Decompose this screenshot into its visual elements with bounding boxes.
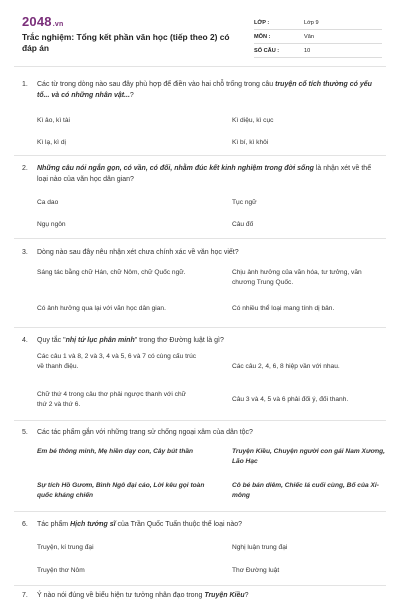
question-text: 6. Tác phẩm Hịch tướng sĩ của Trần Quốc Tuấn thuộc thể loại nào? bbox=[22, 520, 378, 531]
question-number: 5. bbox=[22, 429, 28, 436]
meta-row-subject bbox=[254, 30, 382, 44]
meta-label: SỐ CÂU : bbox=[254, 48, 280, 54]
option-c[interactable]: Chữ thứ 4 trong câu thơ phải ngược thanh với chữ thứ 2 và thứ 6. bbox=[37, 391, 187, 408]
question-7 bbox=[22, 591, 378, 600]
question-text: 2. Những câu nói ngắn gọn, có vần, có đối, nhằm đúc kết kinh nghiệm trong đời sống là nhận xét về thể loại nào của văn học dân gian? bbox=[22, 165, 372, 183]
question-text: 7. Ý nào nói đúng về biểu hiện tư tưởng nhân đạo trong Truyện Kiều? bbox=[22, 591, 378, 600]
options bbox=[37, 447, 385, 511]
option-b[interactable]: Các câu 2, 4, 6, 8 hiệp vần với nhau. bbox=[232, 363, 340, 370]
document-header bbox=[22, 14, 382, 62]
question-number: 7. bbox=[22, 592, 28, 599]
question-text: 5. Các tác phẩm gắn với những trang sử chống ngoại xâm của dân tộc? bbox=[22, 428, 378, 439]
question-text: 3. Dòng nào sau đây nêu nhận xét chưa chính xác về văn học viết? bbox=[22, 248, 378, 259]
options bbox=[37, 198, 382, 228]
meta-row-count bbox=[254, 44, 382, 58]
question-5 bbox=[22, 428, 385, 499]
question-text: 1. Các từ trong dòng nào sau đây phù hợp để điền vào hai chỗ trống trong câu truyện cổ tích thường có yếu tố... và có những nhân vật...? bbox=[22, 81, 372, 99]
question-number: 3. bbox=[22, 249, 28, 256]
divider bbox=[14, 585, 386, 586]
option-d[interactable]: Thơ Đường luật bbox=[232, 567, 280, 574]
option-c[interactable]: Truyện thơ Nôm bbox=[37, 567, 85, 574]
option-d[interactable]: Cô bé bán diêm, Chiếc lá cuối cùng, Bố của Xi-mông bbox=[232, 482, 379, 499]
meta-value: Văn bbox=[304, 34, 314, 40]
option-d[interactable]: Câu 3 và 4, 5 và 6 phải đối ý, đối thanh. bbox=[232, 396, 349, 403]
options bbox=[37, 116, 382, 146]
meta-value: 10 bbox=[304, 48, 311, 54]
options bbox=[37, 352, 382, 426]
divider bbox=[14, 420, 386, 421]
option-a[interactable]: Sáng tác bằng chữ Hán, chữ Nôm, chữ Quốc ngữ. bbox=[37, 269, 186, 276]
question-text: 4. Quy tắc "nhị tứ lục phân minh" trong thơ Đường luật là gì? bbox=[22, 336, 378, 347]
divider bbox=[14, 511, 386, 512]
option-d[interactable]: Câu đố bbox=[232, 221, 254, 228]
question-number: 2. bbox=[22, 165, 28, 172]
question-3 bbox=[22, 248, 378, 312]
divider bbox=[14, 155, 386, 156]
option-a[interactable]: Kì ảo, kì tài bbox=[37, 117, 70, 124]
meta-value: Lớp 9 bbox=[304, 20, 319, 26]
document-meta bbox=[254, 16, 382, 58]
question-number: 6. bbox=[22, 521, 28, 528]
option-d[interactable]: Có nhiều thể loại mang tính dị bản. bbox=[232, 305, 335, 312]
option-c[interactable]: Kì lạ, kì dị bbox=[37, 139, 66, 146]
options bbox=[37, 543, 382, 577]
option-b[interactable]: Nghị luận trung đại bbox=[232, 544, 288, 551]
question-4 bbox=[22, 336, 378, 408]
meta-label: LỚP : bbox=[254, 20, 270, 26]
question-number: 1. bbox=[22, 81, 28, 88]
divider bbox=[14, 327, 386, 328]
meta-row-class bbox=[254, 16, 382, 30]
option-a[interactable]: Truyện, kí trung đại bbox=[37, 544, 94, 551]
option-c[interactable]: Ngụ ngôn bbox=[37, 221, 66, 228]
document-title: Trắc nghiệm: Tổng kết phần văn học (tiếp theo 2) có đáp án bbox=[22, 32, 230, 53]
option-a[interactable]: Các câu 1 và 8, 2 và 3, 4 và 5, 6 và 7 có cùng cấu trúc về thanh điệu. bbox=[37, 353, 197, 370]
divider bbox=[14, 66, 386, 67]
option-b[interactable]: Truyện Kiều, Chuyện người con gái Nam Xương, Lão Hạc bbox=[232, 448, 385, 465]
option-c[interactable]: Sự tích Hồ Gươm, Bình Ngô đại cáo, Lời kêu gọi toàn quốc kháng chiến bbox=[37, 482, 205, 499]
option-b[interactable]: Chịu ảnh hưởng của văn hóa, tư tưởng, văn chương Trung Quốc. bbox=[232, 269, 362, 286]
meta-label: MÔN : bbox=[254, 34, 271, 40]
question-1 bbox=[22, 80, 378, 146]
options bbox=[37, 268, 382, 332]
question-2 bbox=[22, 164, 378, 228]
option-a[interactable]: Ca dao bbox=[37, 199, 59, 206]
divider bbox=[14, 238, 386, 239]
question-6 bbox=[22, 520, 378, 574]
option-b[interactable]: Tục ngữ bbox=[232, 199, 257, 206]
option-a[interactable]: Em bé thông minh, Mẹ hiền dạy con, Cây bút thần bbox=[37, 448, 194, 455]
option-b[interactable]: Kì diệu, kì cục bbox=[232, 117, 274, 124]
option-c[interactable]: Có ảnh hưởng qua lại với văn học dân gian. bbox=[37, 305, 166, 312]
option-d[interactable]: Kì bí, kì khôi bbox=[232, 139, 269, 146]
question-number: 4. bbox=[22, 337, 28, 344]
site-logo[interactable]: 2048.vn bbox=[22, 14, 64, 29]
